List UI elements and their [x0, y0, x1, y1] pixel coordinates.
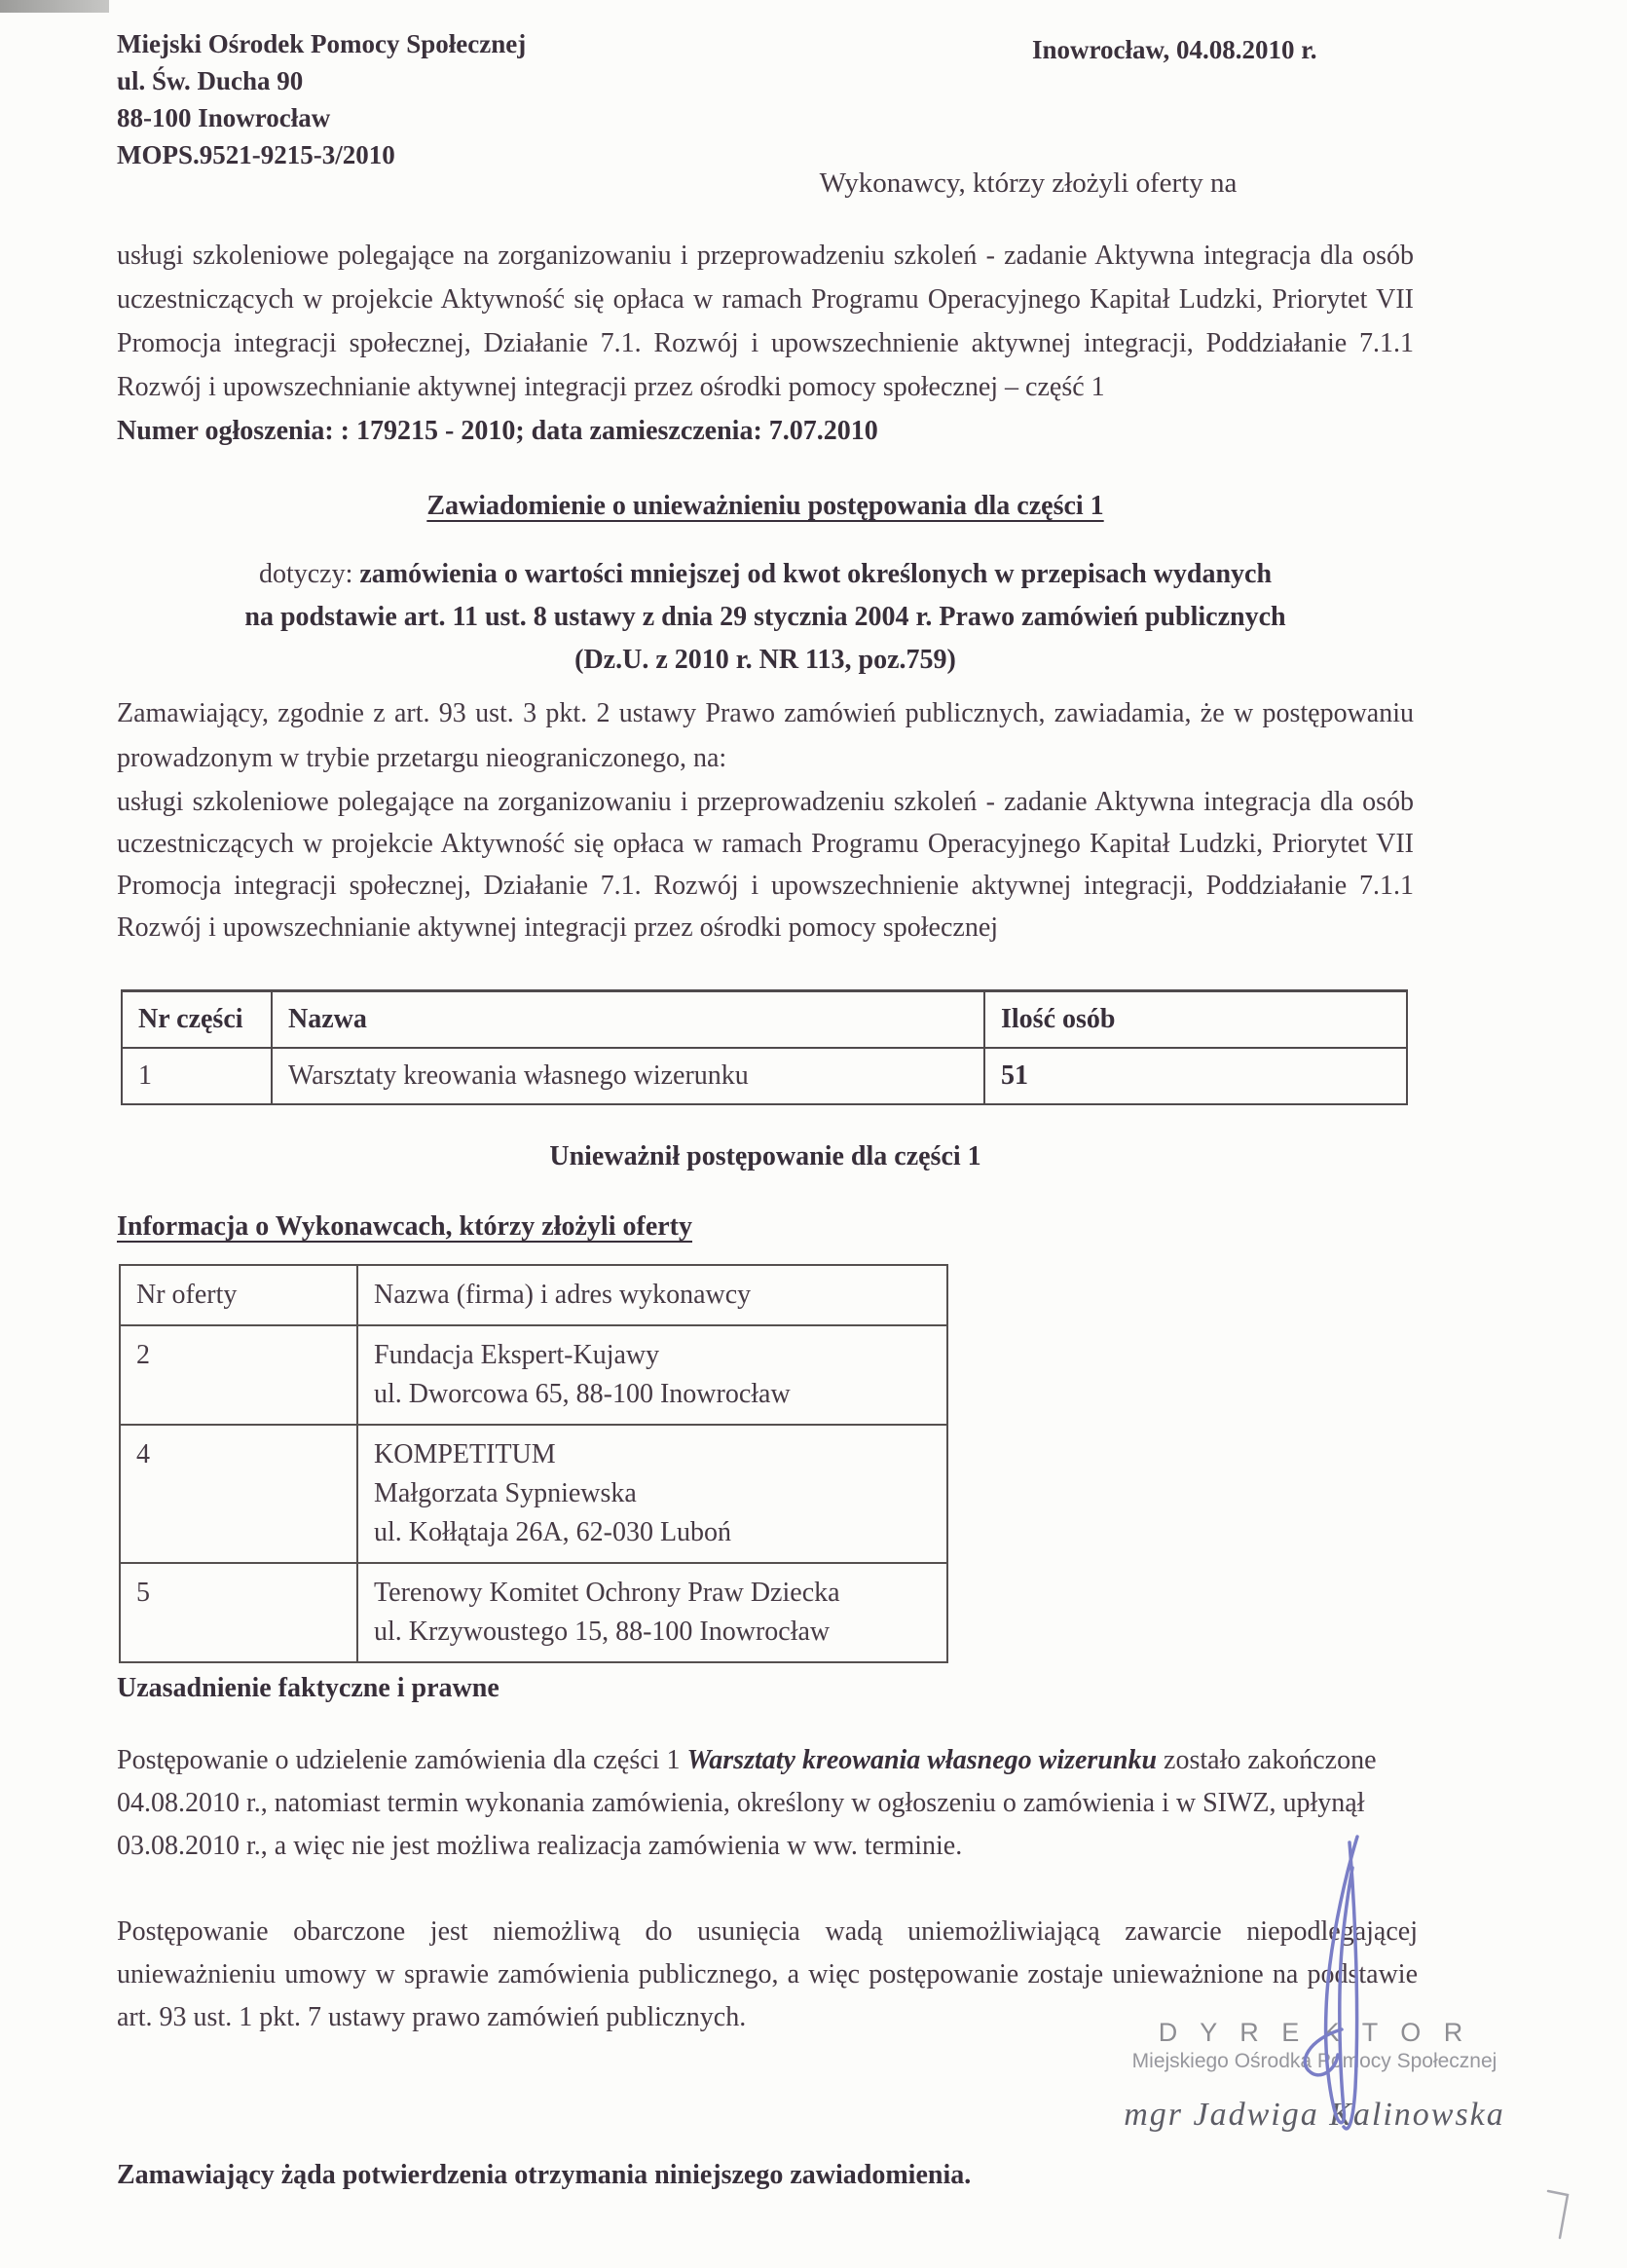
offers-table — [119, 1264, 948, 1663]
offers-info-heading: Informacja o Wykonawcach, którzy złożyli oferty — [117, 1211, 692, 1242]
justification-paragraph-2: Postępowanie obarczone jest niemożliwą do usunięcia wadą uniemożliwiającą zawarcie niepodlegającej unieważnieniu umowy w sprawie zamówienia publicznego, a więc postępowanie zostaje unieważnione na podstawie art. 93 ust. 1 pkt. 7 ustawy prawo zamówień publicznych. — [117, 1916, 1418, 2032]
offers-cell-nazwa — [357, 1325, 947, 1425]
offers-cell-nr: 5 — [120, 1563, 357, 1662]
subject-paragraph — [117, 234, 1414, 453]
offers-header-nazwa: Nazwa (firma) i adres wykonawcy — [357, 1265, 947, 1325]
scan-artifact-corner — [0, 0, 109, 13]
sender-line-org: Miejski Ośrodek Pomocy Społecznej — [117, 29, 527, 58]
concerns-block — [117, 553, 1414, 682]
offers-header-nr: Nr oferty — [120, 1265, 357, 1325]
justification-heading: Uzasadnienie faktyczne i prawne — [117, 1673, 499, 1703]
offers-cell-nazwa — [357, 1425, 947, 1563]
parts-header-nr: Nr części — [122, 991, 272, 1049]
sender-block — [117, 25, 526, 173]
justification-p1-rest: zostało zakończone 04.08.2010 r., natomiast termin wykonania zamówienia, określony w ogłoszeniu o zamówienia i w SIWZ, upłynął 03.08.2010 r., a więc nie jest możliwa realizacja zamówienia w ww. terminie. — [117, 1745, 1377, 1861]
sender-line-ref-number: MOPS.9521-9215-3/2010 — [117, 140, 395, 169]
footer-demand-line: Zamawiający żąda potwierdzenia otrzymania niniejszego zawiadomienia. — [117, 2160, 972, 2190]
dateline: Inowrocław, 04.08.2010 r. — [1032, 35, 1317, 64]
sender-line-city: 88-100 Inowrocław — [117, 103, 331, 132]
offers-cell-nr: 2 — [120, 1325, 357, 1425]
signature-name: mgr Jadwiga Kalinowska — [1124, 2097, 1505, 2133]
offer-company-address: ul. Dworcowa 65, 88-100 Inowrocław — [374, 1379, 791, 1409]
parts-cell-nazwa: Warsztaty kreowania własnego wizerunku — [272, 1048, 984, 1104]
concerns-line-1-text: zamówienia o wartości mniejszej od kwot określonych w przepisach wydanych — [359, 559, 1273, 589]
subject-paragraph-text: usługi szkoleniowe polegające na zorganizowaniu i przeprowadzeniu szkoleń - zadanie Aktywna integracja dla osób uczestniczących w projekcie Aktywność się opłaca w ramach Programu Operacyjnego Kapitał Ludzki, Priorytet VII Promocja integracji społecznej, Działanie 7.1. Rozwój i upowszechnienie aktywnej integracji, Poddziałanie 7.1.1 Rozwój i upowszechnianie aktywnej integracji przez ośrodki pomocy społecznej – część 1 — [117, 241, 1414, 402]
concerns-prefix: dotyczy: — [258, 559, 360, 589]
offer-company-name: Terenowy Komitet Ochrony Praw Dziecka — [374, 1578, 840, 1608]
offers-table-row — [120, 1563, 947, 1662]
sender-line-street: ul. Św. Ducha 90 — [117, 66, 304, 95]
scan-artifact-mark — [1546, 2187, 1575, 2246]
concerns-line-3: (Dz.U. z 2010 r. NR 113, poz.759) — [574, 645, 956, 675]
parts-header-ilosc: Ilość osób — [984, 991, 1407, 1049]
offer-company-address: ul. Krzywoustego 15, 88-100 Inowrocław — [374, 1617, 831, 1647]
offers-table-row — [120, 1325, 947, 1425]
buyer-notice-paragraph: Zamawiający, zgodnie z art. 93 ust. 3 pkt. 2 ustawy Prawo zamówień publicznych, zawiadamia, że w postępowaniu prowadzonym w trybie przetargu nieograniczonego, na: — [117, 698, 1414, 773]
offer-company-name: KOMPETITUM — [374, 1439, 556, 1469]
addressee-line: Wykonawcy, którzy złożyli oferty na — [819, 167, 1238, 199]
offer-company-address: ul. Kołłątaja 26A, 62-030 Luboń — [374, 1517, 732, 1547]
director-stamp — [1091, 2018, 1538, 2134]
director-role: D Y R E K T O R — [1158, 2018, 1471, 2047]
concerns-line-1 — [117, 553, 1414, 596]
offers-cell-nr: 4 — [120, 1425, 357, 1563]
notice-number-line: Numer ogłoszenia: : 179215 - 2010; data zamieszczenia: 7.07.2010 — [117, 416, 878, 446]
parts-cell-ilosc: 51 — [984, 1048, 1407, 1104]
parts-table-header-row — [122, 991, 1407, 1049]
parts-cell-nr: 1 — [122, 1048, 272, 1104]
parts-header-nazwa: Nazwa — [272, 991, 984, 1049]
document-title: Zawiadomienie o unieważnieniu postępowania dla części 1 — [426, 491, 1104, 521]
justification-p1-prefix: Postępowanie o udzielenie zamówienia dla części 1 — [117, 1745, 687, 1775]
offer-company-person: Małgorzata Sypniewska — [374, 1478, 637, 1508]
director-org: Miejskiego Ośrodka Pomocy Społecznej — [1131, 2050, 1498, 2072]
parts-table-row — [122, 1048, 1407, 1104]
justification-paragraph-1 — [117, 1739, 1418, 1868]
offers-table-header-row — [120, 1265, 947, 1325]
offers-table-row — [120, 1425, 947, 1563]
offer-company-name: Fundacja Ekspert-Kujawy — [374, 1340, 660, 1370]
subject-paragraph-repeat: usługi szkoleniowe polegające na zorganizowaniu i przeprowadzeniu szkoleń - zadanie Aktywna integracja dla osób uczestniczących w projekcie Aktywność się opłaca w ramach Programu Operacyjnego Kapitał Ludzki, Priorytet VII Promocja integracji społecznej, Działanie 7.1. Rozwój i upowszechnienie aktywnej integracji, Poddziałanie 7.1.1 Rozwój i upowszechnianie aktywnej integracji przez ośrodki pomocy społecznej — [117, 787, 1414, 943]
concerns-line-2: na podstawie art. 11 ust. 8 ustawy z dnia 29 stycznia 2004 r. Prawo zamówień publicznych — [244, 602, 1286, 632]
justification-p1-emphasis: Warsztaty kreowania własnego wizerunku — [686, 1745, 1158, 1775]
annulment-line: Unieważnił postępowanie dla części 1 — [549, 1141, 981, 1171]
parts-table — [121, 989, 1408, 1105]
offers-cell-nazwa — [357, 1563, 947, 1662]
